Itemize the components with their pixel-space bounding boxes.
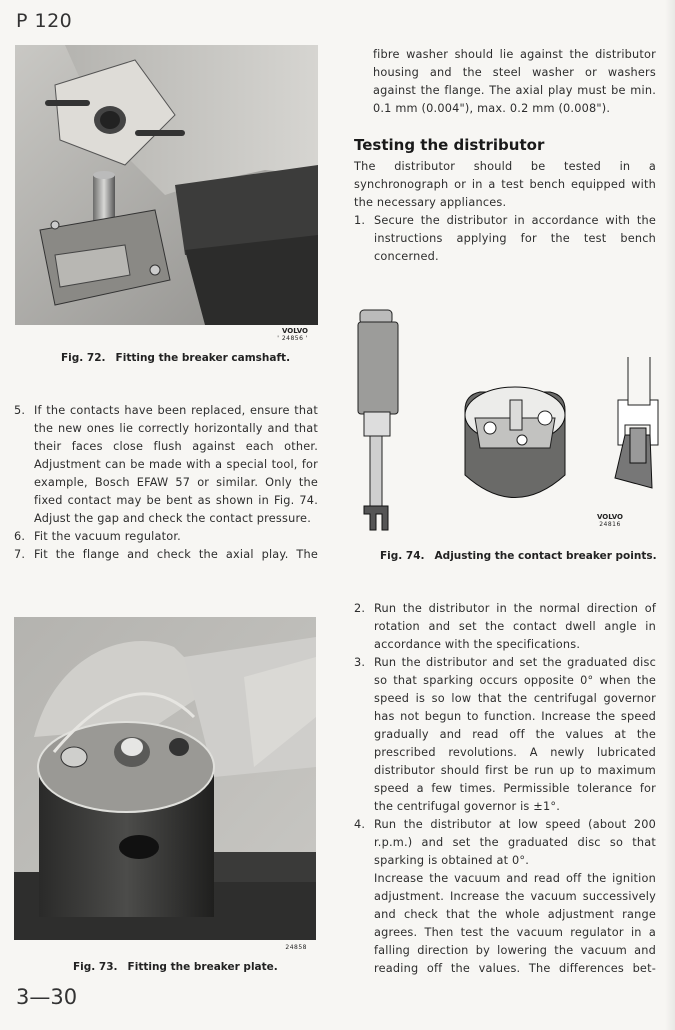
axial-play-continuation: fibre washer should lie against the distributor housing and the steel washer or washers against the flange. The axial play must be min. 0.1 mm (0.004"), max. 0.2 mm (0.008"). (373, 48, 656, 115)
distributor-drawing-icon (465, 387, 565, 498)
testing-intro: The distributor should be tested in a synchronograph or in a test bench equipped with the necessary appliances. (354, 160, 656, 209)
list-item-text: Run the distributor at low speed (about 200 r.p.m.) and set the graduated disc so that sparking is obtained at 0°. (374, 818, 656, 867)
fig73-photo (14, 617, 316, 940)
fig74-caption (380, 550, 657, 562)
list-item-text: Secure the distributor in accordance with the instructions applying for the test bench concerned. (374, 214, 656, 263)
fig72-ref-number: ' 24856 ' (277, 335, 308, 342)
list-item-6 (14, 528, 318, 546)
fig74-reference-mark (590, 513, 630, 529)
list-item-number: 5. (14, 404, 26, 417)
fig73-number: Fig. 73. (73, 961, 118, 973)
fig72-number: Fig. 72. (61, 352, 106, 364)
fig73-title: Fitting the breaker plate. (127, 961, 278, 973)
list-item-4 (354, 816, 656, 870)
fig73-caption (73, 961, 278, 973)
list-item-number: 2. (354, 602, 366, 615)
section-heading: Testing the distributor (354, 136, 545, 154)
fig73-reference-mark (260, 944, 307, 952)
list-item-text: If the contacts have been replaced, ensure that the new ones lie correctly horizontally and that their faces close flush against each other. Adjustment can be made with a special tool, for example, Bosch EFAW 57 or similar. Only the fixed contact may be bent as shown in Fig. 74. Adjust the gap and check the contact pressure. (34, 404, 318, 525)
contact-detail-icon (615, 357, 658, 488)
page-edge-shadow (665, 0, 675, 1030)
list-item-number: 4. (354, 818, 366, 831)
list-item-text: Fit the vacuum regulator. (34, 530, 181, 543)
fig74-title: Adjusting the contact breaker points. (434, 550, 657, 562)
list-item-text: Fit the flange and check the axial play. The (34, 548, 318, 561)
list-item-text: Run the distributor in the normal direction of rotation and set the contact dwell angle in accordance with the specifications. (374, 602, 656, 651)
page-header-label: P 120 (16, 10, 73, 32)
list-item-number: 6. (14, 530, 26, 543)
list-item-7 (14, 546, 318, 564)
contact-adjustment-drawing (350, 300, 660, 540)
fig72-photo (15, 45, 318, 325)
volvo-brand-label: VOLVO (282, 327, 308, 335)
fig74-number: Fig. 74. (380, 550, 425, 562)
right-column-upper-text (373, 46, 656, 118)
list-item-number: 7. (14, 548, 26, 561)
list-item-2 (354, 600, 656, 654)
list-item-3 (354, 654, 656, 816)
fig73-ref-number: 24858 (285, 944, 307, 951)
adjustment-tool-icon (358, 310, 398, 530)
right-column-lower-text (354, 600, 656, 978)
vacuum-test-paragraph: Increase the vacuum and read off the ignition adjustment. Increase the vacuum successively and check that the whole adjustment range agrees. Then test the vacuum regulator in a falling direction by lowering the vacuum and reading off the values. The differences bet- (374, 872, 656, 975)
list-item-number: 1. (354, 214, 366, 227)
list-item-1 (354, 212, 656, 266)
breaker-camshaft-illustration (15, 45, 318, 325)
volvo-brand-label: VOLVO (597, 513, 623, 521)
breaker-plate-illustration (14, 617, 316, 940)
left-column-text (14, 402, 318, 564)
fig72-reference-mark (258, 327, 308, 343)
list-item-5 (14, 402, 318, 528)
testing-intro-block (354, 158, 656, 266)
fig74-ref-number: 24816 (599, 521, 621, 528)
list-item-text: Run the distributor and set the graduated disc so that sparking occurs opposite 0° when the speed is so low that the centrifugal governor has not begun to function. Increase the speed gradually and read off the values at the prescribed revolutions. A newly lubricated distributor should first be run up to maximum speed a few times. Permissible tolerance for the centrifugal governor is ±1°. (374, 656, 656, 813)
page-footer-number: 3—30 (16, 985, 78, 1009)
fig72-caption (61, 352, 290, 364)
list-item-number: 3. (354, 656, 366, 669)
fig72-title: Fitting the breaker camshaft. (115, 352, 291, 364)
fig74-illustration (350, 300, 660, 540)
